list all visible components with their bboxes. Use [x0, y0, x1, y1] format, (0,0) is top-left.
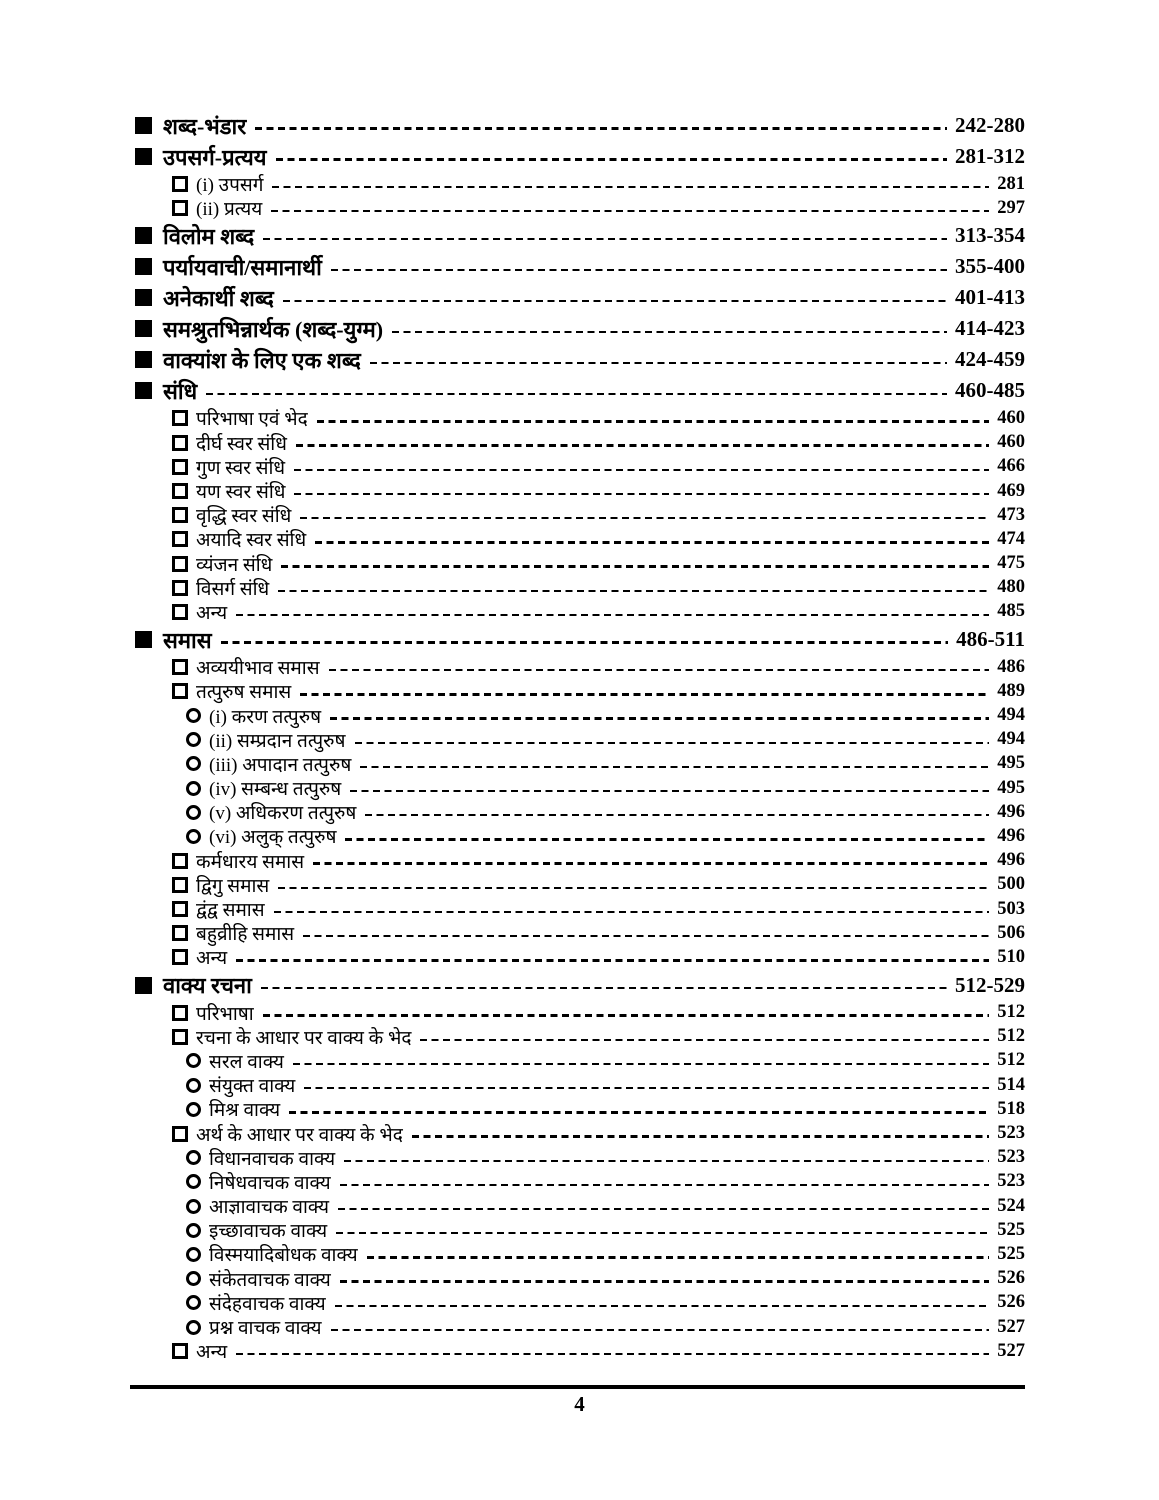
toc-entry-page: 424-459: [955, 347, 1025, 372]
toc-entry-page: 414-423: [955, 316, 1025, 341]
toc-entry: [135, 576, 1025, 600]
circle-bullet-icon: [186, 732, 201, 747]
toc-entry: [135, 1267, 1025, 1291]
toc-entry-label: संधि: [163, 378, 198, 404]
toc-entry: [135, 527, 1025, 551]
toc-entry-page: 500: [997, 874, 1025, 895]
toc-entry-page: 297: [997, 197, 1025, 218]
circle-bullet-icon: [186, 1102, 201, 1117]
dash-leader: [289, 1111, 989, 1113]
toc-entry-page: 495: [997, 777, 1025, 798]
toc-entry-page: 512: [997, 1050, 1025, 1071]
toc-entry: [135, 776, 1025, 800]
toc-entry: [135, 406, 1025, 430]
dash-leader: [315, 541, 989, 543]
open-square-bullet-icon: [172, 556, 188, 572]
dash-leader: [367, 1256, 990, 1258]
toc-entry: [135, 503, 1025, 527]
open-square-bullet-icon: [172, 435, 188, 451]
toc-entry: [135, 251, 1025, 282]
toc-entry-page: 496: [997, 801, 1025, 822]
filled-square-bullet-icon: [135, 351, 152, 368]
dash-leader: [281, 565, 989, 567]
circle-bullet-icon: [186, 1223, 201, 1238]
dash-leader: [392, 331, 947, 333]
toc-entry-label: दीर्घ स्वर संधि: [196, 433, 287, 455]
toc-entry: [135, 655, 1025, 679]
filled-square-bullet-icon: [135, 258, 152, 275]
dash-leader: [300, 693, 989, 695]
toc-entry-page: 486: [997, 656, 1025, 677]
toc-entry: [135, 600, 1025, 624]
toc-entry-page: 506: [997, 922, 1025, 943]
toc-entry-page: 480: [997, 577, 1025, 598]
toc-entry-label: संदेहवाचक वाक्य: [209, 1293, 326, 1315]
filled-square-bullet-icon: [135, 320, 152, 337]
toc-entry-label: संकेतवाचक वाक्य: [209, 1269, 331, 1291]
open-square-bullet-icon: [172, 604, 188, 620]
dash-leader: [365, 814, 989, 816]
dash-leader: [236, 1353, 989, 1355]
open-square-bullet-icon: [172, 507, 188, 523]
toc-entry-page: 460-485: [955, 378, 1025, 403]
circle-bullet-icon: [186, 756, 201, 771]
toc-entry-page: 460: [997, 407, 1025, 428]
dash-leader: [293, 1063, 989, 1065]
circle-bullet-icon: [186, 1078, 201, 1093]
dash-leader: [355, 742, 990, 744]
toc-entry-label: (i) उपसर्ग: [196, 175, 264, 197]
dash-leader: [350, 790, 989, 792]
dash-leader: [420, 1039, 989, 1041]
toc-entry: [135, 921, 1025, 945]
toc-entry-page: 473: [997, 504, 1025, 525]
toc-entry: [135, 1194, 1025, 1218]
toc-entry: [135, 455, 1025, 479]
filled-square-bullet-icon: [135, 631, 152, 648]
circle-bullet-icon: [186, 1053, 201, 1068]
toc-entry: [135, 313, 1025, 344]
dash-leader: [221, 641, 949, 643]
toc-entry: [135, 849, 1025, 873]
toc-entry-page: 496: [997, 825, 1025, 846]
toc-entry-label: (i) करण तत्पुरुष: [209, 706, 322, 728]
toc-entry-label: अन्य: [196, 1342, 228, 1364]
dash-leader: [331, 1329, 990, 1331]
dash-leader: [255, 127, 947, 129]
toc-entry-page: 486-511: [956, 627, 1025, 652]
toc-entry-page: 485: [997, 601, 1025, 622]
toc-entry: [135, 1001, 1025, 1025]
toc-entry-page: 474: [997, 528, 1025, 549]
dash-leader: [300, 517, 989, 519]
dash-leader: [276, 158, 947, 160]
toc-entry: [135, 1073, 1025, 1097]
toc-entry-label: शब्द-भंडार: [163, 113, 247, 139]
dash-leader: [335, 1305, 990, 1307]
toc-entry: [135, 1170, 1025, 1194]
toc-entry-label: विलोम शब्द: [163, 223, 255, 249]
toc-entry: [135, 479, 1025, 503]
toc-entry-page: 475: [997, 553, 1025, 574]
toc-entry-page: 355-400: [955, 254, 1025, 279]
filled-square-bullet-icon: [135, 148, 152, 165]
filled-square-bullet-icon: [135, 977, 152, 994]
open-square-bullet-icon: [172, 901, 188, 917]
dash-leader: [274, 911, 990, 913]
toc-entry: [135, 945, 1025, 969]
toc-entry-label: अनेकार्थी शब्द: [163, 285, 274, 311]
dash-leader: [263, 238, 947, 240]
toc-entry-label: विसर्ग संधि: [196, 578, 270, 600]
toc-entry-page: 512: [997, 1026, 1025, 1047]
toc-entry-label: मिश्र वाक्य: [209, 1100, 281, 1122]
toc-entry-page: 489: [997, 680, 1025, 701]
open-square-bullet-icon: [172, 949, 188, 965]
toc-entry-label: वाक्यांश के लिए एक शब्द: [163, 347, 361, 373]
dash-leader: [313, 862, 989, 864]
open-square-bullet-icon: [172, 1005, 188, 1021]
toc-entry-label: (iii) अपादान तत्पुरुष: [209, 754, 352, 776]
toc-entry-label: व्यंजन संधि: [196, 554, 273, 576]
open-square-bullet-icon: [172, 659, 188, 675]
toc-entry: [135, 375, 1025, 406]
toc-entry-page: 494: [997, 705, 1025, 726]
toc-entry-page: 401-413: [955, 285, 1025, 310]
dash-leader: [263, 1014, 990, 1016]
toc-entry: [135, 897, 1025, 921]
toc-entry-label: (ii) सम्प्रदान तत्पुरुष: [209, 730, 346, 752]
toc-entry: [135, 873, 1025, 897]
open-square-bullet-icon: [172, 925, 188, 941]
open-square-bullet-icon: [172, 580, 188, 596]
toc-entry-page: 525: [997, 1219, 1025, 1240]
toc-entry-page: 313-354: [955, 223, 1025, 248]
toc-entry: [135, 624, 1025, 655]
toc-entry-label: संयुक्त वाक्य: [209, 1076, 296, 1098]
toc-entry-page: 512: [997, 1002, 1025, 1023]
toc-entry-page: 460: [997, 432, 1025, 453]
dash-leader: [345, 838, 989, 840]
dash-leader: [294, 469, 989, 471]
toc-entry-label: अयादि स्वर संधि: [196, 530, 307, 552]
toc-entry: [135, 220, 1025, 251]
toc-entry: [135, 1121, 1025, 1145]
dash-leader: [272, 186, 989, 188]
toc-entry-page: 518: [997, 1098, 1025, 1119]
filled-square-bullet-icon: [135, 227, 152, 244]
toc-entry-page: 523: [997, 1171, 1025, 1192]
circle-bullet-icon: [186, 781, 201, 796]
toc-entry-label: तत्पुरुष समास: [196, 682, 292, 704]
toc-entry-label: परिभाषा: [196, 1003, 254, 1025]
toc-entry: [135, 703, 1025, 727]
toc-entry-page: 510: [997, 946, 1025, 967]
circle-bullet-icon: [186, 1174, 201, 1189]
toc-entry: [135, 552, 1025, 576]
toc-entry-label: समश्रुतभिन्नार्थक (शब्द-युग्म): [163, 316, 384, 342]
open-square-bullet-icon: [172, 459, 188, 475]
toc-entry-label: पर्यायवाची/समानार्थी: [163, 254, 322, 280]
open-square-bullet-icon: [172, 531, 188, 547]
circle-bullet-icon: [186, 1247, 201, 1262]
toc-entry-label: अव्ययीभाव समास: [196, 658, 320, 680]
toc-entry-label: इच्छावाचक वाक्य: [209, 1221, 328, 1243]
toc-entry: [135, 431, 1025, 455]
dash-leader: [370, 362, 947, 364]
toc-entry-label: द्वंद्व समास: [196, 900, 265, 922]
open-square-bullet-icon: [172, 683, 188, 699]
toc-entry: [135, 752, 1025, 776]
footer-divider: [130, 1385, 1025, 1389]
dash-leader: [236, 959, 989, 961]
dash-leader: [336, 1232, 989, 1234]
dash-leader: [304, 1087, 989, 1089]
open-square-bullet-icon: [172, 1126, 188, 1142]
toc-entry-page: 512-529: [955, 972, 1025, 997]
toc-entry-page: 281-312: [955, 144, 1025, 168]
toc-entry: [135, 1025, 1025, 1049]
toc-entry-label: (iv) सम्बन्ध तत्पुरुष: [209, 779, 342, 801]
dash-leader: [340, 1280, 989, 1282]
open-square-bullet-icon: [172, 200, 188, 216]
dash-leader: [294, 493, 989, 495]
toc-entry-page: 281: [997, 173, 1025, 194]
toc-entry-label: समास: [163, 627, 212, 653]
toc-entry: [135, 172, 1025, 196]
toc-entry: [135, 728, 1025, 752]
toc-entry-label: (vi) अलुक् तत्पुरुष: [209, 827, 337, 849]
toc-entry-page: 503: [997, 898, 1025, 919]
toc-entry: [135, 196, 1025, 220]
toc-entry-page: 466: [997, 456, 1025, 477]
toc-entry-label: आज्ञावाचक वाक्य: [209, 1197, 330, 1219]
toc-entry-label: यण स्वर संधि: [196, 482, 286, 504]
toc-entry: [135, 1218, 1025, 1242]
toc-entry: [135, 1291, 1025, 1315]
open-square-bullet-icon: [172, 1029, 188, 1045]
dash-leader: [236, 614, 989, 616]
toc-entry-page: 523: [997, 1123, 1025, 1144]
dash-leader: [278, 590, 989, 592]
toc-entry-label: (v) अधिकरण तत्पुरुष: [209, 803, 357, 825]
dash-leader: [344, 1160, 989, 1162]
toc-entry-page: 527: [997, 1316, 1025, 1337]
circle-bullet-icon: [186, 708, 201, 723]
dash-leader: [296, 444, 989, 446]
toc-entry: [135, 970, 1025, 1001]
toc-entry-page: 525: [997, 1243, 1025, 1264]
toc-entry-page: 494: [997, 729, 1025, 750]
circle-bullet-icon: [186, 805, 201, 820]
toc-list: [135, 110, 1025, 1363]
toc-entry: [135, 110, 1025, 141]
dash-leader: [278, 887, 989, 889]
circle-bullet-icon: [186, 1271, 201, 1286]
toc-entry-page: 523: [997, 1147, 1025, 1168]
dash-leader: [261, 987, 947, 989]
open-square-bullet-icon: [172, 877, 188, 893]
toc-entry-page: 242-280: [955, 113, 1025, 137]
toc-entry-label: अन्य: [196, 602, 228, 624]
toc-entry-label: निषेधवाचक वाक्य: [209, 1172, 331, 1194]
toc-entry-label: बहुव्रीहि समास: [196, 924, 295, 946]
open-square-bullet-icon: [172, 853, 188, 869]
dash-leader: [271, 210, 989, 212]
toc-entry-label: परिभाषा एवं भेद: [196, 409, 308, 431]
dash-leader: [360, 766, 989, 768]
filled-square-bullet-icon: [135, 289, 152, 306]
open-square-bullet-icon: [172, 176, 188, 192]
toc-entry-label: वृद्धि स्वर संधि: [196, 506, 292, 528]
circle-bullet-icon: [186, 829, 201, 844]
toc-entry-page: 524: [997, 1195, 1025, 1216]
toc-entry-label: द्विगु समास: [196, 875, 270, 897]
toc-entry-page: 469: [997, 480, 1025, 501]
toc-entry-label: रचना के आधार पर वाक्य के भेद: [196, 1027, 412, 1049]
toc-entry-page: 514: [997, 1074, 1025, 1095]
open-square-bullet-icon: [172, 1343, 188, 1359]
toc-entry: [135, 1242, 1025, 1266]
dash-leader: [330, 717, 989, 719]
toc-entry: [135, 344, 1025, 375]
toc-entry-label: उपसर्ग-प्रत्यय: [163, 144, 267, 170]
dash-leader: [331, 269, 947, 271]
toc-entry: [135, 1339, 1025, 1363]
dash-leader: [412, 1135, 989, 1137]
open-square-bullet-icon: [172, 410, 188, 426]
toc-entry: [135, 1146, 1025, 1170]
toc-entry: [135, 1315, 1025, 1339]
dash-leader: [206, 393, 947, 395]
dash-leader: [329, 669, 990, 671]
toc-entry-label: प्रश्न वाचक वाक्य: [209, 1318, 322, 1340]
toc-entry: [135, 1097, 1025, 1121]
toc-entry: [135, 141, 1025, 172]
circle-bullet-icon: [186, 1295, 201, 1310]
circle-bullet-icon: [186, 1199, 201, 1214]
toc-entry-label: सरल वाक्य: [209, 1051, 284, 1073]
toc-entry-page: 527: [997, 1340, 1025, 1361]
toc-entry-label: विस्मयादिबोधक वाक्य: [209, 1245, 358, 1267]
toc-entry: [135, 824, 1025, 848]
toc-entry: [135, 282, 1025, 313]
toc-entry-page: 526: [997, 1292, 1025, 1313]
toc-entry-page: 526: [997, 1268, 1025, 1289]
toc-entry-label: अन्य: [196, 948, 228, 970]
toc-entry-page: 496: [997, 850, 1025, 871]
circle-bullet-icon: [186, 1320, 201, 1335]
circle-bullet-icon: [186, 1150, 201, 1165]
filled-square-bullet-icon: [135, 382, 152, 399]
dash-leader: [340, 1184, 990, 1186]
toc-entry-label: (ii) प्रत्यय: [196, 199, 263, 221]
dash-leader: [338, 1208, 989, 1210]
dash-leader: [317, 420, 990, 422]
toc-entry-page: 495: [997, 753, 1025, 774]
toc-entry-label: कर्मधारय समास: [196, 851, 305, 873]
dash-leader: [283, 300, 947, 302]
filled-square-bullet-icon: [135, 117, 152, 134]
toc-entry: [135, 800, 1025, 824]
toc-entry-label: वाक्य रचना: [163, 973, 252, 998]
toc-entry-label: गुण स्वर संधि: [196, 457, 286, 479]
toc-entry-label: विधानवाचक वाक्य: [209, 1148, 336, 1170]
dash-leader: [303, 935, 989, 937]
toc-entry: [135, 679, 1025, 703]
footer-page-number: 4: [574, 1392, 585, 1416]
toc-entry-label: अर्थ के आधार पर वाक्य के भेद: [196, 1124, 403, 1146]
toc-entry: [135, 1049, 1025, 1073]
open-square-bullet-icon: [172, 483, 188, 499]
